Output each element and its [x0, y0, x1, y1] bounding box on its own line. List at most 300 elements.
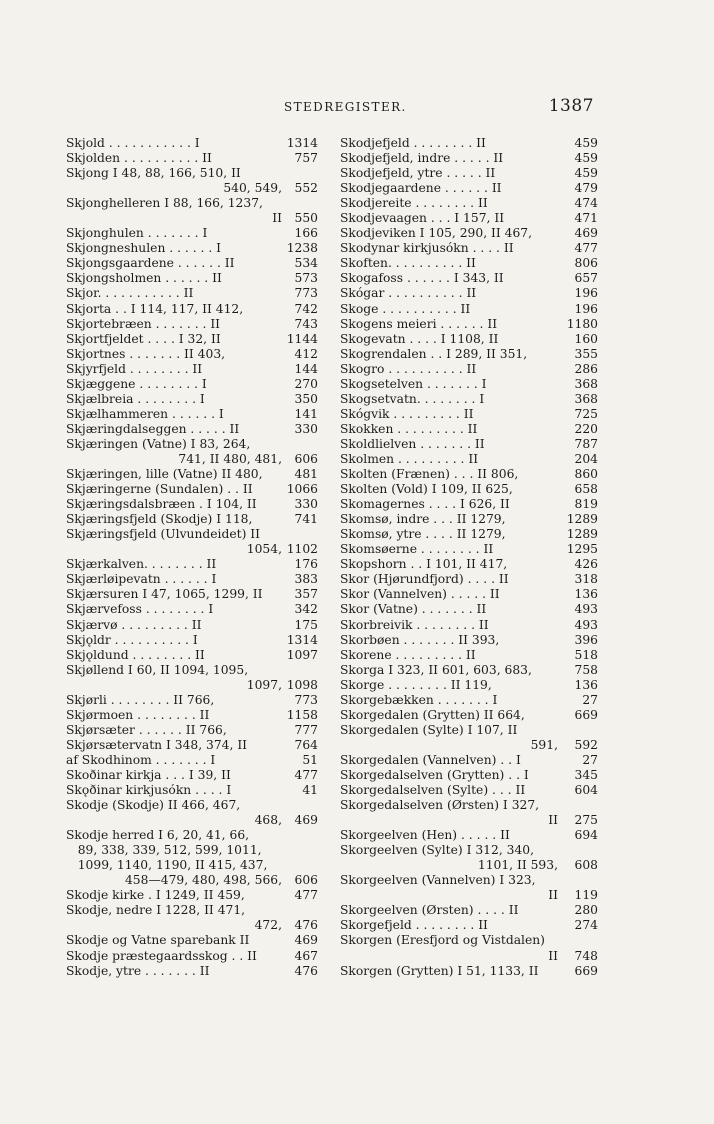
entry-continuation: 591,	[530, 737, 558, 752]
index-entry	[340, 768, 598, 783]
entry-page-ref: 1066	[286, 482, 318, 497]
entry-text: Skoðinar kirkja . . . I 39, II	[66, 767, 231, 782]
entry-page-ref: 604	[574, 783, 598, 798]
index-entry	[66, 918, 318, 933]
entry-continuation: II	[272, 211, 282, 226]
entry-text: Skjæringsfjeld (Skodje) I 118,	[66, 512, 253, 527]
index-column-right	[340, 136, 598, 979]
index-entry	[66, 302, 318, 317]
index-entry	[66, 783, 318, 798]
entry-text: Skodje præstegaardsskog . . II	[66, 948, 257, 963]
index-entry	[66, 858, 318, 873]
entry-page-ref: 1238	[286, 241, 318, 256]
entry-page-ref: 471	[574, 211, 598, 226]
entry-text: Skjǫldr . . . . . . . . . . I	[66, 632, 198, 647]
entry-text: Skodje, ytre . . . . . . . II	[66, 963, 210, 978]
entry-text: Skjærvø . . . . . . . . . II	[66, 617, 202, 632]
entry-text: Skorgedalselven (Grytten) . . I	[340, 767, 529, 782]
entry-page-ref: 1144	[286, 331, 318, 346]
index-entry	[66, 166, 318, 181]
entry-text: Skodje, nedre I 1228, II 471,	[66, 903, 246, 918]
entry-text: Skógvik . . . . . . . . . II	[340, 406, 474, 421]
index-entry	[340, 663, 598, 678]
entry-text: Skjørsætervatn I 348, 374, II	[66, 737, 248, 752]
entry-page-ref: 275	[574, 813, 598, 828]
entry-text: Skjærvefoss . . . . . . . . I	[66, 602, 214, 617]
index-entry	[340, 964, 598, 979]
index-entry	[340, 226, 598, 241]
entry-page-ref: 764	[294, 737, 318, 752]
index-entry	[340, 813, 598, 828]
entry-page-ref: 860	[574, 467, 598, 482]
index-entry	[66, 557, 318, 572]
index-entry	[66, 768, 318, 783]
entry-text: Skogsetvatn. . . . . . . . I	[340, 391, 485, 406]
index-entry	[66, 753, 318, 768]
entry-page-ref: 469	[294, 813, 318, 828]
index-entry	[340, 482, 598, 497]
index-entry	[340, 362, 598, 377]
index-entry	[66, 392, 318, 407]
entry-text: Skjortebræen . . . . . . . II	[66, 316, 221, 331]
index-entry	[66, 618, 318, 633]
index-entry	[340, 241, 598, 256]
entry-page-ref: 459	[574, 151, 598, 166]
index-entry	[340, 166, 598, 181]
entry-page-ref: 286	[574, 361, 598, 376]
index-column-left	[66, 136, 318, 979]
index-entry	[340, 196, 598, 211]
index-entry	[340, 738, 598, 753]
index-entry	[66, 798, 318, 813]
index-entry	[340, 903, 598, 918]
entry-page-ref: 141	[294, 406, 318, 421]
entry-page-ref: 1295	[566, 542, 598, 557]
entry-text: Skjæringen (Vatne) I 83, 264,	[66, 436, 251, 451]
entry-page-ref: 493	[574, 617, 598, 632]
index-entry	[340, 557, 598, 572]
entry-text: Skopshorn . . I 101, II 417,	[340, 557, 508, 572]
entry-page-ref: 806	[574, 256, 598, 271]
index-entry	[340, 271, 598, 286]
entry-page-ref: 787	[574, 436, 598, 451]
entry-page-ref: 1289	[566, 527, 598, 542]
entry-text: Skoge . . . . . . . . . . II	[340, 301, 471, 316]
entry-page-ref: 474	[574, 196, 598, 211]
index-entry	[340, 798, 598, 813]
index-entry	[340, 347, 598, 362]
entry-page-ref: 606	[294, 873, 318, 888]
entry-text: Skogevatn . . . . I 1108, II	[340, 331, 499, 346]
entry-text: Skjæggene . . . . . . . . I	[66, 376, 207, 391]
entry-page-ref: 534	[294, 256, 318, 271]
entry-page-ref: 694	[574, 828, 598, 843]
entry-page-ref: 550	[294, 211, 318, 226]
index-entry	[66, 241, 318, 256]
index-entry	[340, 211, 598, 226]
index-entry	[66, 633, 318, 648]
index-entry	[66, 738, 318, 753]
entry-page-ref: 27	[582, 692, 598, 707]
index-entry	[340, 422, 598, 437]
entry-page-ref: 383	[294, 572, 318, 587]
entry-page-ref: 606	[294, 451, 318, 466]
entry-page-ref: 1314	[286, 632, 318, 647]
entry-text: Skogsetelven . . . . . . . I	[340, 376, 487, 391]
entry-text: Skjærløipevatn . . . . . . I	[66, 572, 217, 587]
index-entry	[66, 286, 318, 301]
entry-text: Skorgen (Grytten) I 51, 1133, II	[340, 963, 539, 978]
entry-text: Skógar . . . . . . . . . . II	[340, 286, 477, 301]
index-entry	[66, 317, 318, 332]
entry-continuation: 472,	[254, 918, 282, 933]
entry-page-ref: 41	[302, 783, 318, 798]
entry-page-ref: 773	[294, 286, 318, 301]
entry-continuation: 1054,	[246, 542, 282, 557]
entry-text: Skorgedalselven (Sylte) . . . II	[340, 783, 526, 798]
entry-text: Skodjefjeld, ytre . . . . . II	[340, 166, 496, 181]
entry-continuation: II	[548, 813, 558, 828]
entry-text: Skorgedalselven (Ørsten) I 327,	[340, 798, 540, 813]
index-entry	[66, 497, 318, 512]
entry-text: Skolmen . . . . . . . . . II	[340, 451, 479, 466]
index-entry	[66, 437, 318, 452]
entry-page-ref: 426	[574, 557, 598, 572]
entry-page-ref: 741	[294, 512, 318, 527]
index-entry	[66, 723, 318, 738]
index-entry	[66, 226, 318, 241]
entry-text: Skogro . . . . . . . . . . II	[340, 361, 477, 376]
index-entry	[66, 256, 318, 271]
entry-text: Skjæringsdalsbræen . I 104, II	[66, 497, 257, 512]
index-entry	[340, 723, 598, 738]
entry-page-ref: 477	[294, 888, 318, 903]
index-entry	[66, 151, 318, 166]
entry-page-ref: 330	[294, 497, 318, 512]
index-entry	[340, 467, 598, 482]
entry-text: Skjælhammeren . . . . . . I	[66, 406, 224, 421]
entry-text: Skor (Hjørundfjord) . . . . II	[340, 572, 509, 587]
entry-page-ref: 658	[574, 482, 598, 497]
index-entry	[340, 888, 598, 903]
index-entry	[340, 407, 598, 422]
entry-page-ref: 481	[294, 467, 318, 482]
entry-text: Skodynar kirkjusókn . . . . II	[340, 241, 514, 256]
entry-text: Skodjegaardene . . . . . . II	[340, 181, 502, 196]
index-entry	[66, 527, 318, 542]
index-entry	[340, 633, 598, 648]
entry-page-ref: 469	[574, 226, 598, 241]
entry-page-ref: 274	[574, 918, 598, 933]
entry-text: Skjærsuren I 47, 1065, 1299, II	[66, 587, 263, 602]
index-entry	[66, 949, 318, 964]
index-entry	[340, 136, 598, 151]
index-entry	[340, 618, 598, 633]
entry-page-ref: 479	[574, 181, 598, 196]
index-entry	[340, 527, 598, 542]
entry-text: Skjongsgaardene . . . . . . II	[66, 256, 235, 271]
index-entry	[66, 362, 318, 377]
entry-page-ref: 204	[574, 451, 598, 466]
entry-continuation: 1097,	[246, 677, 282, 692]
index-entry	[66, 377, 318, 392]
entry-page-ref: 280	[574, 903, 598, 918]
entry-page-ref: 1180	[566, 316, 598, 331]
index-entry	[340, 512, 598, 527]
entry-page-ref: 669	[574, 707, 598, 722]
index-entry	[66, 211, 318, 226]
entry-text: Skoldlielven . . . . . . . II	[340, 436, 485, 451]
index-entry	[340, 151, 598, 166]
entry-page-ref: 669	[574, 963, 598, 978]
entry-page-ref: 270	[294, 376, 318, 391]
entry-page-ref: 330	[294, 421, 318, 436]
entry-page-ref: 819	[574, 497, 598, 512]
index-entry	[340, 302, 598, 317]
entry-text: Skorbreivik . . . . . . . . II	[340, 617, 489, 632]
entry-text: Skorgebækken . . . . . . . I	[340, 692, 498, 707]
entry-text: Skorgeelven (Vannelven) I 323,	[340, 873, 536, 888]
index-entry	[340, 678, 598, 693]
index-entry	[340, 873, 598, 888]
index-entry	[66, 407, 318, 422]
entry-text: Skodje og Vatne sparebank II	[66, 933, 250, 948]
index-entry	[66, 136, 318, 151]
entry-page-ref: 1097	[286, 647, 318, 662]
entry-page-ref: 477	[294, 767, 318, 782]
entry-text: Skolten (Vold) I 109, II 625,	[340, 482, 513, 497]
entry-text: Skorgedalen (Sylte) I 107, II	[340, 722, 518, 737]
page-number: 1387	[548, 96, 594, 116]
entry-text: Skjortnes . . . . . . . II 403,	[66, 346, 226, 361]
entry-text: Skjorta . . I 114, 117, II 412,	[66, 301, 244, 316]
page-header	[64, 96, 594, 120]
entry-text: Skodjeviken I 105, 290, II 467,	[340, 226, 533, 241]
entry-page-ref: 476	[294, 963, 318, 978]
index-entry	[340, 497, 598, 512]
entry-page-ref: 196	[574, 301, 598, 316]
entry-page-ref: 368	[574, 376, 598, 391]
entry-text: Skorgen (Eresfjord og Vistdalen)	[340, 933, 545, 948]
entry-text: Skjold . . . . . . . . . . . I	[66, 136, 200, 150]
entry-page-ref: 119	[574, 888, 598, 903]
index-entry	[66, 933, 318, 948]
entry-text: Skjærkalven. . . . . . . . II	[66, 557, 217, 572]
entry-page-ref: 355	[574, 346, 598, 361]
index-entry	[66, 813, 318, 828]
index-entry	[66, 828, 318, 843]
index-entry	[340, 933, 598, 948]
entry-continuation: II	[548, 888, 558, 903]
entry-page-ref: 412	[294, 346, 318, 361]
index-entry	[340, 949, 598, 964]
entry-text: Skorgeelven (Sylte) I 312, 340,	[340, 843, 535, 858]
entry-text: Skjælbreia . . . . . . . . I	[66, 391, 205, 406]
entry-page-ref: 196	[574, 286, 598, 301]
index-entry	[66, 332, 318, 347]
entry-page-ref: 469	[294, 933, 318, 948]
entry-text: Skǫðinar kirkjusókn . . . . I	[66, 783, 232, 798]
entry-page-ref: 220	[574, 421, 598, 436]
entry-text: Skoften. . . . . . . . . . II	[340, 256, 476, 271]
index-entry	[340, 918, 598, 933]
entry-text: Skjørmoen . . . . . . . . II	[66, 707, 210, 722]
entry-page-ref: 657	[574, 271, 598, 286]
index-entry	[66, 572, 318, 587]
entry-text: Skorge . . . . . . . . II 119,	[340, 677, 492, 692]
entry-text: Skomagernes . . . . I 626, II	[340, 497, 510, 512]
entry-page-ref: 552	[294, 181, 318, 196]
entry-text: af Skodhinom . . . . . . . I	[66, 752, 216, 767]
entry-page-ref: 357	[294, 587, 318, 602]
entry-text: Skjonghulen . . . . . . . I	[66, 226, 208, 241]
index-entry	[66, 903, 318, 918]
entry-text: Skogens meieri . . . . . . II	[340, 316, 498, 331]
entry-text: Skjor. . . . . . . . . . . II	[66, 286, 194, 301]
entry-page-ref: 476	[294, 918, 318, 933]
entry-text: Skjæringerne (Sundalen) . . II	[66, 482, 253, 497]
entry-continuation: 1101, II 593,	[477, 858, 558, 873]
entry-text: Skodjevaagen . . . I 157, II	[340, 211, 505, 226]
index-entry	[340, 332, 598, 347]
entry-page-ref: 493	[574, 602, 598, 617]
entry-page-ref: 396	[574, 632, 598, 647]
entry-page-ref: 743	[294, 316, 318, 331]
entry-text: Skorgedalen (Vannelven) . . I	[340, 752, 521, 767]
entry-continuation: 540, 549,	[223, 181, 282, 196]
entry-text: Skjolden . . . . . . . . . . II	[66, 151, 212, 166]
index-entry	[340, 648, 598, 663]
entry-page-ref: 27	[582, 752, 598, 767]
entry-page-ref: 467	[294, 948, 318, 963]
index-entry	[66, 873, 318, 888]
entry-text: Skomsøerne . . . . . . . . II	[340, 542, 494, 557]
entry-page-ref: 477	[574, 241, 598, 256]
entry-page-ref: 51	[302, 752, 318, 767]
entry-page-ref: 144	[294, 361, 318, 376]
entry-text: Skorga I 323, II 601, 603, 683,	[340, 662, 532, 677]
entry-text: Skorbøen . . . . . . . II 393,	[340, 632, 500, 647]
entry-page-ref: 757	[294, 151, 318, 166]
index-entry	[66, 422, 318, 437]
index-entry	[66, 482, 318, 497]
entry-page-ref: 1158	[286, 707, 318, 722]
entry-text: Skodjereite . . . . . . . . II	[340, 196, 488, 211]
index-entry	[340, 858, 598, 873]
index-entry	[340, 452, 598, 467]
entry-text: Skorgeelven (Hen) . . . . . II	[340, 828, 510, 843]
index-entry	[66, 181, 318, 196]
index-entry	[66, 678, 318, 693]
entry-page-ref: 342	[294, 602, 318, 617]
index-entry	[340, 392, 598, 407]
entry-continuation: II	[548, 948, 558, 963]
entry-text: 89, 338, 339, 512, 599, 1011,	[66, 843, 262, 858]
index-entry	[66, 964, 318, 979]
index-entry	[340, 587, 598, 602]
index-entry	[66, 843, 318, 858]
entry-page-ref: 758	[574, 662, 598, 677]
entry-text: Skor (Vatne) . . . . . . . II	[340, 602, 487, 617]
entry-text: Skolten (Frænen) . . . II 806,	[340, 467, 519, 482]
entry-text: Skogrendalen . . I 289, II 351,	[340, 346, 528, 361]
entry-text: Skogafoss . . . . . . I 343, II	[340, 271, 504, 286]
index-entry	[340, 828, 598, 843]
index-entry	[340, 843, 598, 858]
entry-text: 1099, 1140, 1190, II 415, 437,	[66, 858, 268, 873]
entry-page-ref: 748	[574, 948, 598, 963]
entry-text: Skorgedalen (Grytten) II 664,	[340, 707, 525, 722]
entry-continuation: 468,	[254, 813, 282, 828]
index-entry	[340, 437, 598, 452]
entry-text: Skodje kirke . I 1249, II 459,	[66, 888, 245, 903]
entry-page-ref: 725	[574, 406, 598, 421]
entry-page-ref: 1289	[566, 512, 598, 527]
index-entry	[340, 286, 598, 301]
index-entry	[66, 708, 318, 723]
running-title: STEDREGISTER.	[284, 100, 407, 114]
entry-text: Skorgefjeld . . . . . . . . II	[340, 918, 488, 933]
index-entry	[340, 753, 598, 768]
entry-page-ref: 742	[294, 301, 318, 316]
index-entry	[340, 602, 598, 617]
entry-page-ref: 608	[574, 858, 598, 873]
entry-page-ref: 166	[294, 226, 318, 241]
entry-text: Skodje herred I 6, 20, 41, 66,	[66, 828, 250, 843]
entry-page-ref: 1314	[286, 136, 318, 150]
index-entry	[66, 602, 318, 617]
entry-page-ref: 1098	[286, 677, 318, 692]
entry-text: Skjæringdalseggen . . . . . II	[66, 421, 240, 436]
entry-text: Skjongsholmen . . . . . . II	[66, 271, 222, 286]
entry-text: Skjæringsfjeld (Ulvundeidet) II	[66, 527, 260, 542]
entry-page-ref: 368	[574, 391, 598, 406]
entry-text: Skorene . . . . . . . . . II	[340, 647, 476, 662]
entry-text: Skjǫldund . . . . . . . . II	[66, 647, 205, 662]
entry-page-ref: 136	[574, 587, 598, 602]
entry-page-ref: 1102	[286, 542, 318, 557]
entry-page-ref: 592	[574, 737, 598, 752]
entry-page-ref: 350	[294, 391, 318, 406]
index-entry	[340, 181, 598, 196]
entry-page-ref: 459	[574, 166, 598, 181]
entry-text: Skjøllend I 60, II 1094, 1095,	[66, 662, 249, 677]
entry-text: Skjortfjeldet . . . . I 32, II	[66, 331, 221, 346]
entry-text: Skomsø, indre . . . II 1279,	[340, 512, 506, 527]
entry-text: Skodjefjeld, indre . . . . . II	[340, 151, 504, 166]
index-entry	[66, 542, 318, 557]
index-entry	[340, 693, 598, 708]
index-entry	[340, 317, 598, 332]
index-entry	[66, 512, 318, 527]
index-entry	[340, 783, 598, 798]
entry-continuation: 458—479, 480, 498, 566,	[124, 873, 282, 888]
entry-page-ref: 345	[574, 767, 598, 782]
entry-page-ref: 160	[574, 331, 598, 346]
entry-text: Skorgeelven (Ørsten) . . . . II	[340, 903, 519, 918]
entry-text: Skodjefjeld . . . . . . . . II	[340, 136, 486, 150]
entry-page-ref: 136	[574, 677, 598, 692]
index-entry	[340, 542, 598, 557]
entry-text: Skjong I 48, 88, 166, 510, II	[66, 166, 241, 181]
index-entry	[66, 467, 318, 482]
entry-text: Skjongneshulen . . . . . . I	[66, 241, 222, 256]
entry-text: Skjyrfjeld . . . . . . . . II	[66, 361, 203, 376]
entry-page-ref: 573	[294, 271, 318, 286]
entry-text: Skor (Vannelven) . . . . . II	[340, 587, 500, 602]
index-entry	[340, 572, 598, 587]
index-entry	[66, 693, 318, 708]
